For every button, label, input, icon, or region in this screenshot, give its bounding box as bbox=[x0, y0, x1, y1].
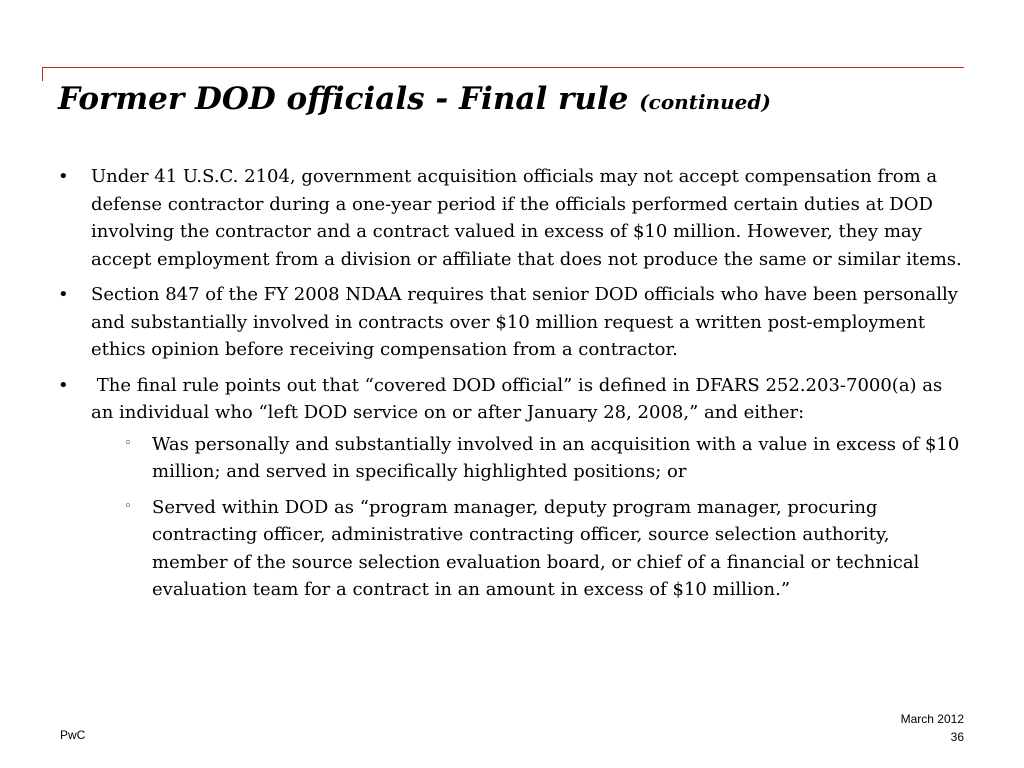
slide-title bbox=[58, 80, 771, 121]
bullet-item bbox=[58, 281, 970, 364]
sub-bullet-text: Was personally and substantially involved in an acquisition with a value in excess of $10 million; and served in specifically highlighted positions; or bbox=[152, 433, 960, 482]
sub-bullet-list bbox=[91, 431, 970, 604]
bullet-marker: • bbox=[58, 166, 69, 187]
sub-bullet-item bbox=[91, 431, 970, 486]
footer-date: March 2012 bbox=[900, 712, 964, 726]
bullet-marker: • bbox=[58, 374, 69, 396]
bullet-text: Under 41 U.S.C. 2104, government acquisition officials may not accept compensation from a defense contractor during a one-year period if the officials performed certain duties at DOD involving the contractor and a contract valued in excess of $10 million. However, they may accept employment from a division or affiliate that does not produce the same or similar items. bbox=[91, 166, 962, 270]
slide-title-main: Former DOD officials - Final rule bbox=[58, 81, 629, 117]
bullet-marker: • bbox=[58, 284, 69, 305]
bullet-item bbox=[58, 372, 970, 604]
slide-title-sub: (continued) bbox=[639, 90, 771, 114]
sub-bullet-item bbox=[91, 494, 970, 604]
bullet-text: The final rule points out that “covered DOD official” is defined in DFARS 252.203-7000(a) as an individual who “left DOD service on or after January 28, 2008,” and either: bbox=[91, 374, 949, 423]
sub-bullet-marker: ◦ bbox=[124, 498, 132, 514]
title-divider bbox=[42, 67, 964, 68]
footer-brand: PwC bbox=[60, 728, 86, 742]
corner-accent bbox=[42, 67, 43, 81]
page-number: 36 bbox=[950, 730, 964, 744]
bullet-text: Section 847 of the FY 2008 NDAA requires that senior DOD officials who have been personally and substantially involved in contracts over $10 million request a written post-employment ethics opinion before receiving compensation from a contractor. bbox=[91, 284, 958, 360]
sub-bullet-marker: ◦ bbox=[124, 435, 132, 451]
slide-body bbox=[58, 163, 970, 612]
bullet-list bbox=[58, 163, 970, 604]
bullet-item bbox=[58, 163, 970, 273]
sub-bullet-text: Served within DOD as “program manager, deputy program manager, procuring contracting officer, administrative contracting officer, source selection authority, member of the source selection evaluation board, or chief of a financial or technical evaluation team for a contract in an amount in excess of $10 million.” bbox=[152, 496, 920, 600]
footer-meta bbox=[901, 710, 964, 746]
